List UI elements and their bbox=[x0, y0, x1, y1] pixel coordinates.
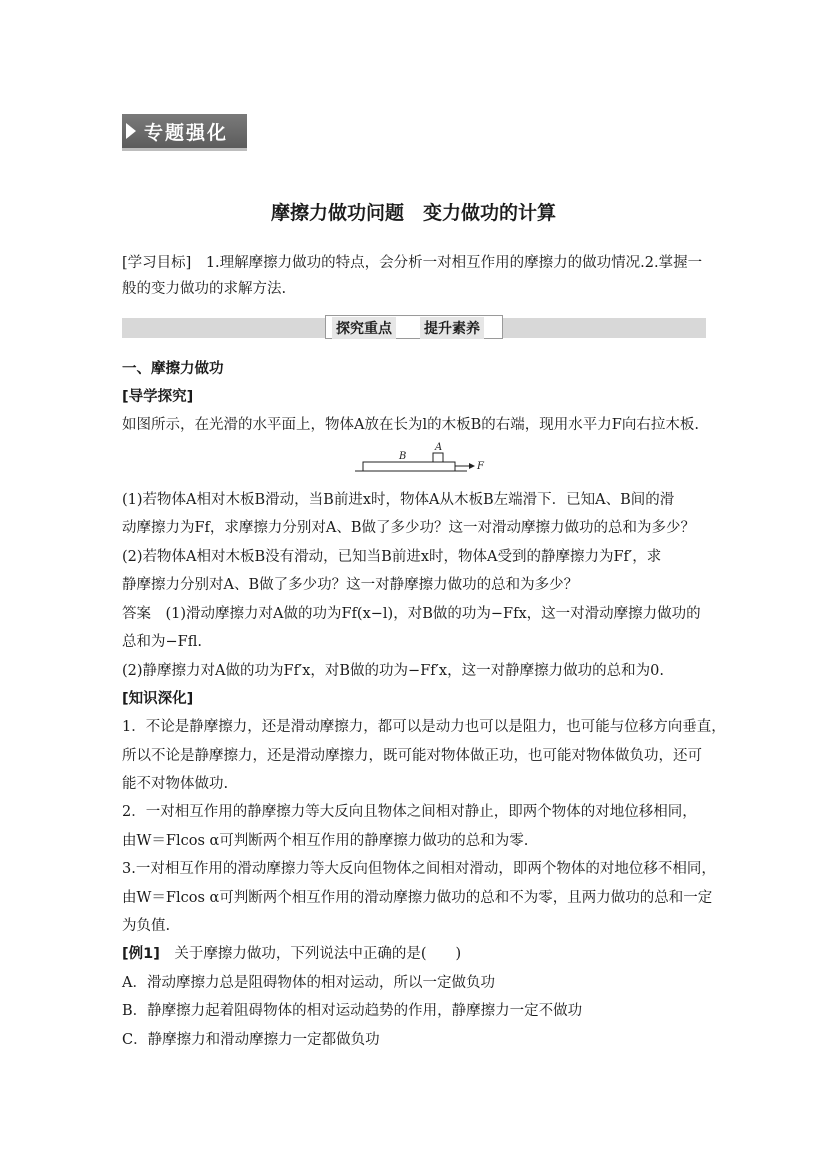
page-title: 摩擦力做功问题 变力做功的计算 bbox=[270, 202, 556, 224]
point3-line-2: 由W＝Flcos α可判断两个相互作用的滑动摩擦力做功的总和不为零，且两力做功的总和一定 bbox=[122, 890, 713, 906]
section-left-label: 探究重点 bbox=[332, 317, 396, 339]
example-label: [例1] bbox=[122, 946, 160, 962]
label-a: A bbox=[435, 442, 443, 453]
answer-line-2: 总和为−Ffl. bbox=[122, 634, 202, 650]
option-c: C．静摩擦力和滑动摩擦力一定都做负功 bbox=[122, 1032, 380, 1048]
banner-label: 专题强化 bbox=[144, 122, 229, 144]
option-a: A．滑动摩擦力总是阻碍物体的相对运动，所以一定做负功 bbox=[122, 975, 495, 991]
q2-line-2: 静摩擦力分别对A、B做了多少功？这一对静摩擦力做功的总和为多少？ bbox=[122, 577, 579, 593]
answer-line-1: 答案 (1)滑动摩擦力对A做的功为Ff(x−l)，对B做的功为−Ffx，这一对滑动摩擦力做功的 bbox=[122, 606, 701, 622]
board-b bbox=[363, 462, 455, 471]
learning-goals bbox=[122, 250, 706, 302]
point1-line-3: 能不对物体做功. bbox=[122, 776, 229, 792]
deepen-label: [知识深化] bbox=[122, 691, 194, 707]
section-bar bbox=[122, 318, 706, 338]
q2-line-1: (2)若物体A相对木板B没有滑动，已知当B前进x时，物体A受到的静摩擦力为Ff′，求 bbox=[122, 549, 662, 565]
label-f: F bbox=[477, 461, 484, 472]
play-arrow-icon bbox=[126, 123, 136, 139]
point3-line-3: 为负值. bbox=[122, 918, 171, 934]
option-b: B．静摩擦力起着阻碍物体的相对运动趋势的作用，静摩擦力一定不做功 bbox=[122, 1003, 583, 1019]
section-right-label: 提升素养 bbox=[420, 317, 484, 339]
example-question: 关于摩擦力做功，下列说法中正确的是( ) bbox=[159, 946, 462, 962]
section-tag bbox=[325, 315, 503, 339]
example-stem bbox=[122, 942, 712, 963]
answer-line-3: (2)静摩擦力对A做的功为Ff′x，对B做的功为−Ff′x，这一对静摩擦力做功的总和为0. bbox=[122, 663, 664, 679]
board-block-figure bbox=[355, 440, 485, 476]
label-b: B bbox=[399, 451, 407, 462]
goals-label: [学习目标] bbox=[122, 255, 192, 271]
point1-line-2: 所以不论是静摩擦力，还是滑动摩擦力，既可能对物体做正功，也可能对物体做负功，还可 bbox=[122, 748, 702, 764]
q1-line-2: 动摩擦力为Ff，求摩擦力分别对A、B做了多少功？这一对滑动摩擦力做功的总和为多少？ bbox=[122, 520, 696, 536]
point1-line-1: 1．不论是静摩擦力，还是滑动摩擦力，都可以是动力也可以是阻力，也可能与位移方向垂直， bbox=[122, 719, 726, 735]
point2-line-1: 2．一对相互作用的静摩擦力等大反向且物体之间相对静止，即两个物体的对地位移相同， bbox=[122, 804, 697, 820]
guide-label: [导学探究] bbox=[122, 389, 194, 405]
force-arrowhead bbox=[469, 463, 475, 469]
heading-friction-work: 一、摩擦力做功 bbox=[122, 361, 224, 377]
point2-line-2: 由W＝Flcos α可判断两个相互作用的静摩擦力做功的总和为零. bbox=[122, 833, 529, 849]
q1-line-1: (1)若物体A相对木板B滑动，当B前进x时，物体A从木板B左端滑下．已知A、B间的滑 bbox=[122, 492, 675, 508]
point3-line-1: 3.一对相互作用的滑动摩擦力等大反向但物体之间相对滑动，即两个物体的对地位移不相同， bbox=[122, 861, 716, 877]
intro-text: 如图所示，在光滑的水平面上，物体A放在长为l的木板B的右端，现用水平力F向右拉木板. bbox=[122, 417, 699, 433]
goals-text: 1.理解摩擦力做功的特点，会分析一对相互作用的摩擦力的做功情况.2.掌握一般的变力做功的求解方法. bbox=[122, 255, 703, 297]
block-a bbox=[433, 453, 443, 462]
topic-banner bbox=[122, 114, 247, 151]
